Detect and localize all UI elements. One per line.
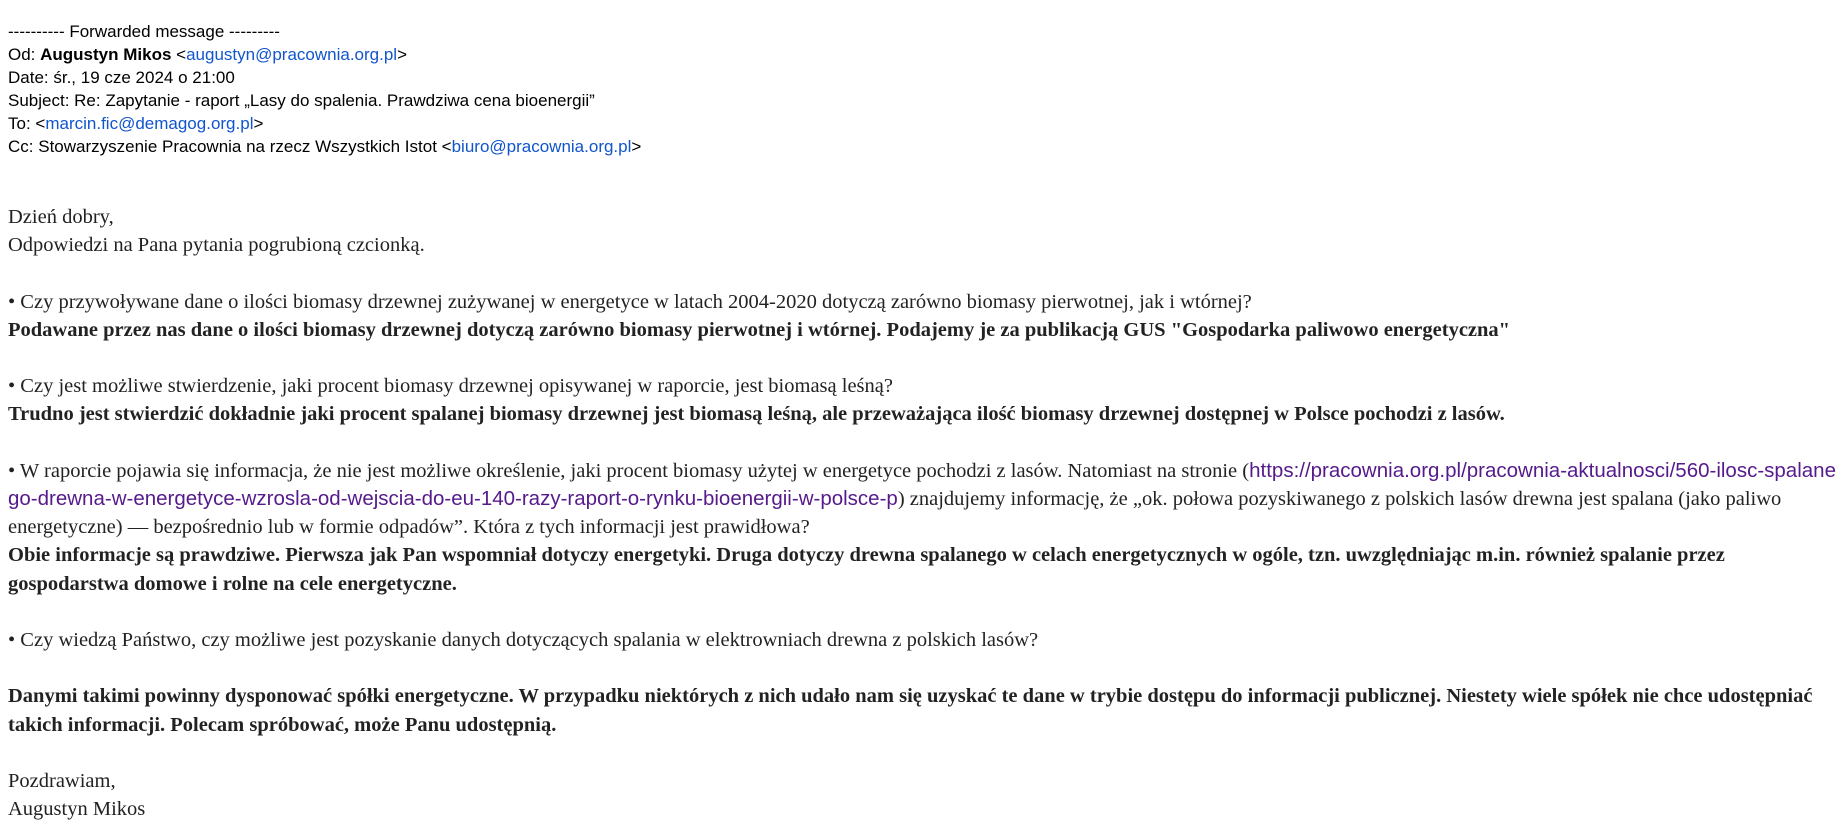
- cc-name: Stowarzyszenie Pracownia na rzecz Wszystkich Istot: [38, 137, 442, 156]
- from-label: Od:: [8, 45, 41, 64]
- to-line: To: <marcin.fic@demagog.org.pl>: [8, 114, 264, 133]
- to-label: To:: [8, 114, 36, 133]
- closing: Pozdrawiam,: [8, 769, 116, 792]
- date-value: śr., 19 cze 2024 o 21:00: [53, 68, 235, 87]
- subject-label: Subject:: [8, 91, 75, 110]
- answer-4-text: Danymi takimi powinny dysponować spółki energetyczne. W przypadku niektórych z nich udało nam się uzyskać te dane w trybie dostępu do informacji publicznej. Niestety wiele spółek nie chce udostępniać takich informacji. Polecam spróbować, może Panu udostępnią.: [8, 685, 1813, 736]
- answer-3: [8, 541, 1840, 597]
- cc-email-link[interactable]: biuro@pracownia.org.pl: [451, 137, 632, 156]
- cc-line: Cc: Stowarzyszenie Pracownia na rzecz Wszystkich Istot <biuro@pracownia.org.pl>: [8, 137, 642, 156]
- greeting: Dzień dobry,: [8, 206, 114, 228]
- answer-4: [8, 682, 1840, 738]
- answer-3-text: Obie informacje są prawdziwe. Pierwsza jak Pan wspomniał dotyczy energetyki. Druga dotyczy drewna spalanego w celach energetycznych w ogóle, tzn. uwzględniając m.in. również spalanie przez gospodarstwa domowe i rolne na cele energetyczne.: [8, 544, 1725, 595]
- forward-divider: ---------- Forwarded message ---------: [8, 22, 280, 41]
- signature: Augustyn Mikos: [8, 798, 146, 821]
- subject-value: Re: Zapytanie - raport „Lasy do spalenia. Prawdziwa cena bioenergii”: [74, 91, 595, 110]
- forwarded-headers: [8, 20, 1840, 158]
- cc-label: Cc:: [8, 137, 39, 156]
- question-3: [8, 457, 1840, 542]
- answer-2: [8, 400, 1840, 428]
- from-email-link[interactable]: augustyn@pracownia.org.pl: [186, 45, 398, 64]
- from-line: Od: Augustyn Mikos <augustyn@pracownia.org.pl>: [8, 45, 408, 64]
- subject-line: [8, 89, 1840, 112]
- email-view: [8, 20, 1840, 823]
- message-body: [8, 203, 1840, 823]
- question-1: • Czy przywoływane dane o ilości biomasy drzewnej zużywanej w energetyce w latach 2004-2020 dotyczą zarówno biomasy pierwotnej, jak i wtórnej?: [8, 290, 1252, 313]
- question-2: • Czy jest możliwe stwierdzenie, jaki procent biomasy drzewnej opisywanej w raporcie, jest biomasą leśną?: [8, 375, 893, 398]
- date-line: [8, 66, 1840, 89]
- intro: Odpowiedzi na Pana pytania pogrubioną czcionką.: [8, 234, 425, 257]
- date-label: Date:: [8, 68, 54, 87]
- question-3-before: • W raporcie pojawia się informacja, że nie jest możliwe określenie, jaki procent biomasy użytej w energetyce pochodzi z lasów. Natomiast na stronie (: [8, 459, 1250, 482]
- from-name: Augustyn Mikos: [40, 45, 172, 64]
- pracownia-article-link[interactable]: https://pracownia.org.pl/pracownia-aktualnosci/560-ilosc-spalanego-drewna-w-energetyce-wzrosla-od-wejscia-do-eu-140-razy-raport-o-rynku-bioenergii-w-polsce-p: [8, 458, 1836, 510]
- question-4: • Czy wiedzą Państwo, czy możliwe jest pozyskanie danych dotyczących spalania w elektrowniach drewna z polskich lasów?: [8, 628, 1039, 651]
- answer-1: [8, 316, 1840, 344]
- question-3-after: ) znajdujemy informację, że „ok. połowa pozyskiwanego z polskich lasów drewna jest spalana (jako paliwo energetyczne) — bezpośrednio lub w formie odpadów”. Która z tych informacji jest prawidłowa?: [8, 487, 1782, 539]
- answer-2-text: Trudno jest stwierdzić dokładnie jaki procent spalanej biomasy drzewnej jest biomasą leśną, ale przeważająca ilość biomasy drzewnej dostępnej w Polsce pochodzi z lasów.: [8, 403, 1505, 426]
- to-email-link[interactable]: marcin.fic@demagog.org.pl: [45, 114, 254, 133]
- answer-1-text: Podawane przez nas dane o ilości biomasy drzewnej dotyczą zarówno biomasy pierwotnej i wtórnej. Podajemy je za publikacją GUS "Gospodarka paliwowo energetyczna": [8, 318, 1511, 341]
